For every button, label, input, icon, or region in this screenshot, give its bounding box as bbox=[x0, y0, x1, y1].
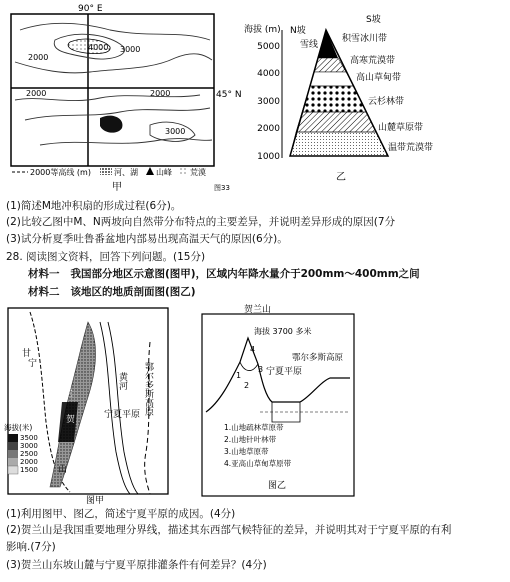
label-helan: 贺兰山 bbox=[244, 305, 272, 315]
fig-yi-caption: 图乙 bbox=[268, 481, 287, 491]
material-2-text: 该地区的地质剖面图(图乙) bbox=[70, 286, 196, 298]
zone-label: 雪线 bbox=[300, 40, 319, 50]
legend-desert: 荒漠 bbox=[190, 168, 206, 177]
legend-value: 2500 bbox=[20, 450, 38, 458]
zone-number: 1 bbox=[236, 371, 242, 380]
zone-label: 温带荒漠带 bbox=[388, 143, 434, 153]
tick-label: 5000 bbox=[257, 42, 280, 52]
label-shan: 山 bbox=[58, 465, 68, 475]
slope-s: S坡 bbox=[366, 15, 381, 25]
question-28-1: (1)利用图甲、图乙，简述宁夏平原的成因。(4分) bbox=[6, 508, 236, 520]
y-axis-title: 海拔 (m) bbox=[244, 25, 281, 35]
contour-label: 3000 bbox=[120, 45, 141, 54]
contour-label: 2000 bbox=[26, 89, 47, 98]
latitude-label: 45° N bbox=[216, 90, 242, 100]
zone-label: 云杉林带 bbox=[368, 97, 405, 107]
material-2-label: 材料二 bbox=[28, 286, 60, 298]
zone-label: 高山草甸带 bbox=[356, 73, 402, 83]
zone-label: 积雪冰川带 bbox=[342, 34, 388, 44]
question-28-3: (3)贺兰山东坡山麓与宁夏平原排灌条件有何差异？(4分) bbox=[6, 559, 267, 571]
legend-value: 1500 bbox=[20, 466, 38, 474]
desert-icon bbox=[178, 167, 188, 175]
lake-icon bbox=[100, 167, 112, 175]
contour-label: 2000 bbox=[28, 53, 49, 62]
question-27-3: (3)试分析夏季吐鲁番盆地内部易出现高温天气的原因(6分)。 bbox=[6, 233, 288, 245]
contour-label: 4000 bbox=[88, 43, 109, 52]
peak-icon bbox=[146, 167, 154, 175]
zone-label: 山麓草原带 bbox=[378, 123, 424, 133]
tick-label: 1000 bbox=[257, 152, 280, 162]
question-27-1: (1)简述M地冲积扇的形成过程(6分)。 bbox=[6, 200, 182, 212]
label-he: 贺 bbox=[66, 415, 76, 425]
question-28-header: 28. 阅读图文资料，回答下列问题。(15分) bbox=[6, 251, 206, 263]
legend-item: 2.山地针叶林带 bbox=[224, 435, 277, 444]
question-28-2: (2)贺兰山是我国重要地理分界线，描述其东西部气候特征的差异，并说明其对于宁夏平原的有利 bbox=[6, 524, 452, 536]
zone-label: 高寒荒漠带 bbox=[350, 56, 396, 66]
legend-item: 1.山地疏林草原带 bbox=[224, 423, 284, 432]
legend-value: 2000 bbox=[20, 458, 38, 466]
material-2 bbox=[28, 286, 196, 299]
slope-n: N坡 bbox=[290, 26, 306, 36]
label-gan: 甘 bbox=[22, 349, 32, 359]
legend-peak: 山峰 bbox=[156, 168, 172, 177]
profile-b bbox=[238, 0, 510, 200]
material-1-label: 材料一 bbox=[28, 268, 60, 280]
question-28-2-cont: 影响.(7分) bbox=[6, 541, 56, 553]
legend-value: 3500 bbox=[20, 434, 38, 442]
legend-value: 3000 bbox=[20, 442, 38, 450]
zone-number: 3 bbox=[258, 365, 264, 374]
tick-label: 3000 bbox=[257, 97, 280, 107]
label-peak: 海拔 3700 多米 bbox=[254, 327, 312, 336]
fig33-map bbox=[0, 0, 242, 200]
profile-caption: 乙 bbox=[336, 172, 346, 183]
label-ningxia-plain: 宁夏平原 bbox=[104, 410, 141, 420]
material-1 bbox=[28, 268, 420, 281]
label-yellow-river: 黄河 bbox=[117, 372, 127, 390]
legend-item: 3.山地草原带 bbox=[224, 447, 269, 456]
figure-number: 图33 bbox=[214, 184, 230, 192]
label-lan: 兰 bbox=[64, 389, 74, 399]
question-27-2: (2)比较乙图中M、N两坡向自然带分布特点的主要差异，并说明差异形成的原因(7分 bbox=[6, 216, 396, 228]
legend-item: 4.亚高山草甸草原带 bbox=[224, 459, 292, 468]
map-caption: 甲 bbox=[112, 182, 122, 193]
label-plain: 宁夏平原 bbox=[266, 367, 303, 377]
label-ordos: 鄂尔多斯高原 bbox=[143, 362, 153, 416]
tick-label: 2000 bbox=[257, 124, 280, 134]
fig-jia-map bbox=[0, 302, 200, 505]
material-1-text: 我国部分地区示意图(图甲)，区域内年降水量介于200mm～400mm之间 bbox=[70, 268, 420, 280]
tick-label: 4000 bbox=[257, 69, 280, 79]
contour-label: 2000 bbox=[150, 89, 171, 98]
label-ning: 宁 bbox=[28, 359, 38, 369]
legend-contour: 2000等高线 (m) bbox=[30, 168, 91, 177]
legend-lake: 河、湖 bbox=[114, 168, 138, 177]
fig-yi-profile bbox=[200, 302, 360, 505]
fig-jia-caption: 图甲 bbox=[86, 496, 105, 506]
zone-number: 2 bbox=[244, 381, 250, 390]
label-plateau: 鄂尔多斯高原 bbox=[292, 353, 344, 363]
legend-title: 海拔(米) bbox=[4, 423, 33, 432]
zone-number: 4 bbox=[250, 345, 256, 354]
longitude-label: 90° E bbox=[78, 4, 103, 14]
contour-label: 3000 bbox=[165, 127, 186, 136]
